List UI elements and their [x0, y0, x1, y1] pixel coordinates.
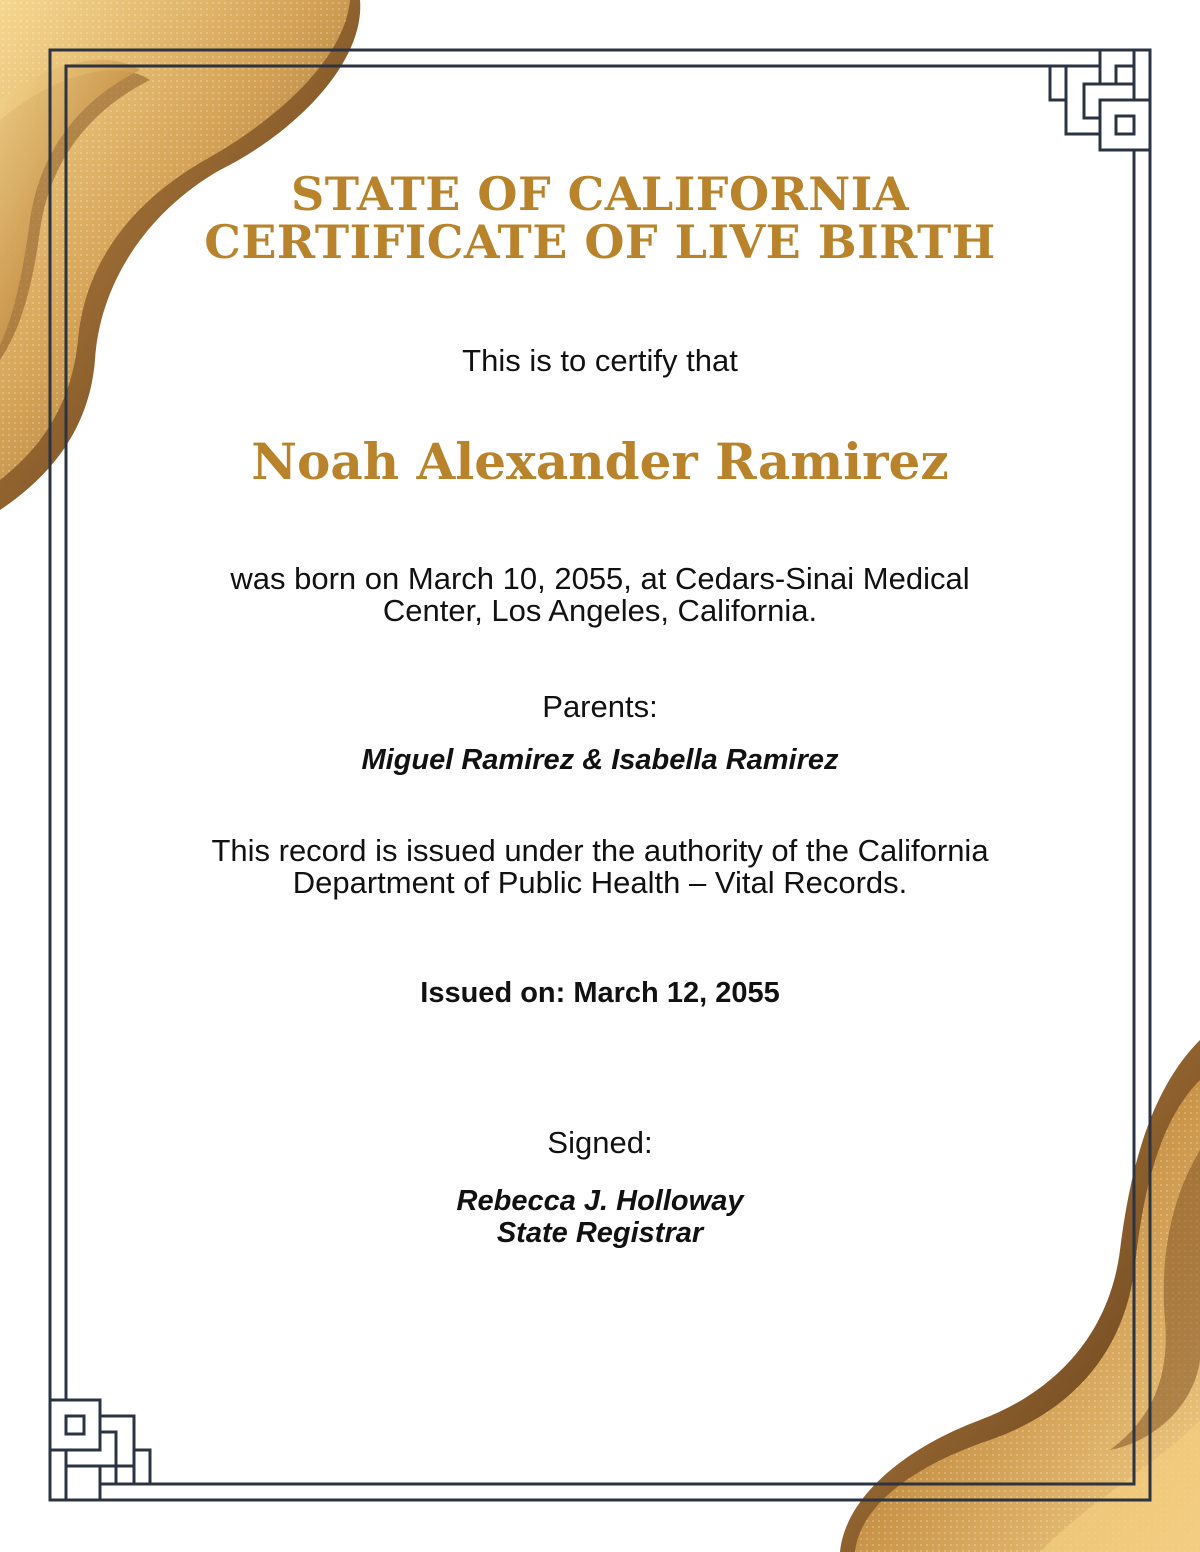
certify-intro: This is to certify that [462, 343, 738, 378]
gold-wave-bottom-right [840, 1040, 1200, 1552]
registrar-title: State Registrar [496, 1217, 704, 1249]
child-name: Noah Alexander Ramirez [251, 432, 949, 491]
birth-details-line-1: was born on March 10, 2055, at Cedars-Sinai Medical [230, 561, 970, 596]
parents-label: Parents: [542, 689, 658, 724]
birth-details-line-2: Center, Los Angeles, California. [382, 593, 818, 628]
authority-line-2: Department of Public Health – Vital Records. [292, 865, 908, 900]
lattice-ornament-top-right [1050, 50, 1150, 150]
lattice-ornament-bottom-left [50, 1400, 150, 1500]
parents-names: Miguel Ramirez & Isabella Ramirez [361, 744, 839, 776]
registrar-name: Rebecca J. Holloway [456, 1185, 744, 1217]
signed-label: Signed: [547, 1125, 653, 1160]
issued-date: Issued on: March 12, 2055 [420, 977, 780, 1009]
certificate-title-type: CERTIFICATE OF LIVE BIRTH [204, 215, 996, 269]
certificate-title-state: STATE OF CALIFORNIA [290, 167, 910, 221]
authority-line-1: This record is issued under the authority of the California [211, 833, 989, 868]
